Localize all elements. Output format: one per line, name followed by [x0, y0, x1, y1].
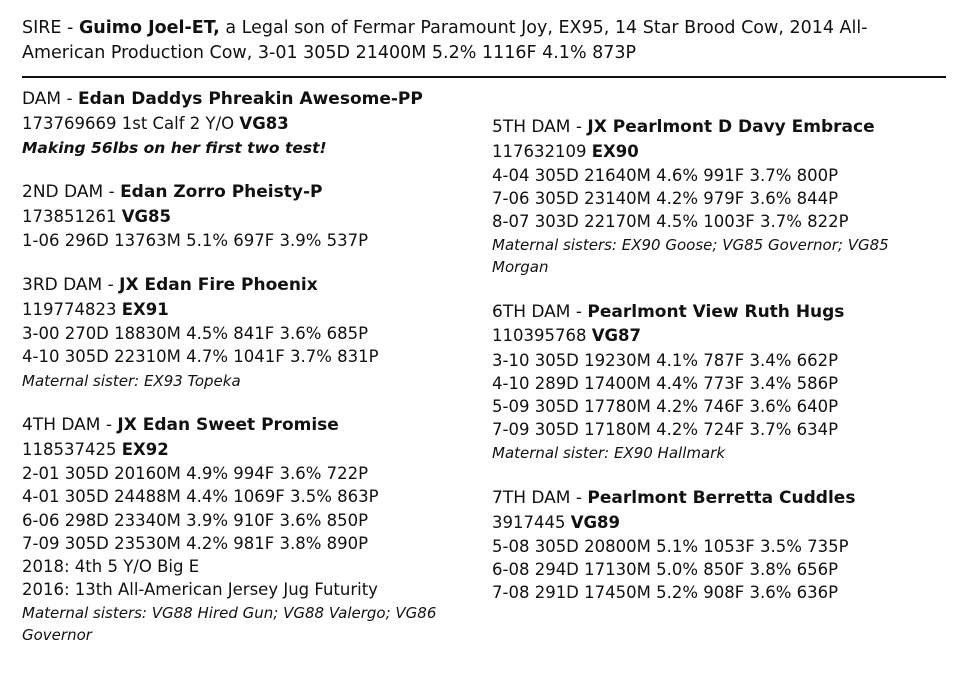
dam-registration-id: 173769669 1st Calf 2 Y/O: [22, 113, 240, 133]
dam-id-line: [22, 298, 466, 321]
lactation-record: 2-01 305D 20160M 4.9% 994F 3.6% 722P: [22, 464, 369, 484]
divider: [22, 76, 946, 78]
dam-entry: [22, 88, 466, 160]
dam-id-line: [492, 511, 946, 534]
lactation-record: 5-08 305D 20800M 5.1% 1053F 3.5% 735P: [492, 536, 849, 556]
lactation-record: 3-10 305D 19230M 4.1% 787F 3.4% 662P: [492, 350, 839, 370]
dam-name: JX Edan Fire Phoenix: [119, 275, 318, 296]
dam-registration-id: 118537425: [22, 440, 122, 460]
dam-heading: [492, 301, 946, 324]
dam-title: DAM -: [22, 88, 79, 109]
dam-registration-id: 110395768: [492, 326, 592, 346]
dam-classification: VG83: [239, 113, 289, 133]
sire-description: a Legal son of Fermar Paramount Joy, EX95, 14 Star Brood Cow, 2014 All-American Production Cow, 3-01 305D 21400M 5.2% 1116F 4.1% 873P: [22, 18, 868, 63]
dam-classification: VG89: [570, 512, 621, 532]
lactation-record: 6-08 294D 17130M 5.0% 850F 3.8% 656P: [492, 559, 839, 579]
award-line: 2018: 4th 5 Y/O Big E: [22, 556, 200, 576]
sire-block: [22, 16, 946, 66]
dam-name: Pearlmont Berretta Cuddles: [587, 487, 856, 508]
lactation-record: 6-06 298D 23340M 3.9% 910F 3.6% 850P: [22, 510, 369, 530]
maternal-sisters: Maternal sisters: EX90 Goose; VG85 Governor; VG85 Morgan: [492, 236, 889, 276]
dam-name: Edan Zorro Pheisty-P: [120, 182, 323, 203]
dam-id-line: [492, 324, 946, 347]
dam-name: JX Pearlmont D Davy Embrace: [587, 116, 875, 137]
lactation-record: 7-08 291D 17450M 5.2% 908F 3.6% 636P: [492, 582, 839, 602]
lactation-record: 4-10 289D 17400M 4.4% 773F 3.4% 586P: [492, 373, 839, 393]
dam-title: 6TH DAM -: [492, 301, 588, 322]
lactation-record: 1-06 296D 13763M 5.1% 697F 3.9% 537P: [22, 231, 369, 251]
dam-title: 3RD DAM -: [22, 275, 120, 296]
sire-name: Guimo Joel-ET,: [78, 18, 220, 38]
dam-title: 2ND DAM -: [22, 182, 121, 203]
right-column: [484, 88, 946, 626]
left-column: [22, 88, 484, 669]
dam-heading: [22, 88, 466, 111]
dam-name: Edan Daddys Phreakin Awesome-PP: [78, 88, 423, 109]
lactation-record: 7-09 305D 23530M 4.2% 981F 3.8% 890P: [22, 533, 369, 553]
dam-title: 5TH DAM -: [492, 116, 588, 137]
dam-classification: VG85: [121, 207, 172, 227]
dam-registration-id: 173851261: [22, 207, 122, 227]
dam-entry: [492, 301, 946, 465]
dam-name: JX Edan Sweet Promise: [117, 415, 339, 436]
dam-heading: [492, 487, 946, 510]
dam-title: 7TH DAM -: [492, 487, 588, 508]
maternal-sisters: Maternal sister: EX90 Hallmark: [492, 443, 726, 462]
dam-id-line: [492, 140, 946, 163]
dam-registration-id: 119774823: [22, 300, 122, 320]
dam-classification: EX92: [121, 440, 169, 460]
dam-title: 4TH DAM -: [22, 415, 118, 436]
lactation-record: 7-06 305D 23140M 4.2% 979F 3.6% 844P: [492, 188, 839, 208]
dam-entry: [22, 181, 466, 252]
dam-registration-id: 3917445: [492, 512, 571, 532]
dam-entry: [492, 487, 946, 604]
dam-id-line: [22, 438, 466, 461]
dam-registration-id: 117632109: [492, 141, 592, 161]
sire-label: SIRE -: [22, 18, 79, 38]
dam-classification: EX90: [591, 141, 639, 161]
lactation-record: 3-00 270D 18830M 4.5% 841F 3.6% 685P: [22, 324, 369, 344]
dam-classification: VG87: [591, 326, 642, 346]
lactation-record: 4-04 305D 21640M 4.6% 991F 3.7% 800P: [492, 165, 839, 185]
lactation-record: 4-10 305D 22310M 4.7% 1041F 3.7% 831P: [22, 347, 379, 367]
dam-id-line: [22, 205, 466, 228]
lactation-record: 4-01 305D 24488M 4.4% 1069F 3.5% 863P: [22, 487, 379, 507]
dam-heading: [22, 181, 466, 204]
lactation-record: 7-09 305D 17180M 4.2% 724F 3.7% 634P: [492, 419, 839, 439]
dam-note: Making 56lbs on her first two test!: [22, 138, 327, 157]
maternal-sisters: Maternal sisters: VG88 Hired Gun; VG88 Valergo; VG86 Governor: [22, 603, 437, 644]
dam-heading: [22, 414, 466, 437]
dam-entry: [22, 414, 466, 646]
dam-heading: [22, 274, 466, 297]
dam-classification: EX91: [121, 300, 169, 320]
dam-id-line: [22, 112, 466, 135]
lactation-record: 8-07 303D 22170M 4.5% 1003F 3.7% 822P: [492, 211, 849, 231]
dam-name: Pearlmont View Ruth Hugs: [587, 301, 845, 322]
dam-entry: [22, 274, 466, 392]
dam-heading: [492, 116, 946, 139]
dam-entry: [492, 116, 946, 279]
pedigree-columns: [22, 88, 946, 669]
award-line: 2016: 13th All-American Jersey Jug Futurity: [22, 579, 378, 599]
lactation-record: 5-09 305D 17780M 4.2% 746F 3.6% 640P: [492, 396, 839, 416]
maternal-sisters: Maternal sister: EX93 Topeka: [22, 371, 241, 390]
